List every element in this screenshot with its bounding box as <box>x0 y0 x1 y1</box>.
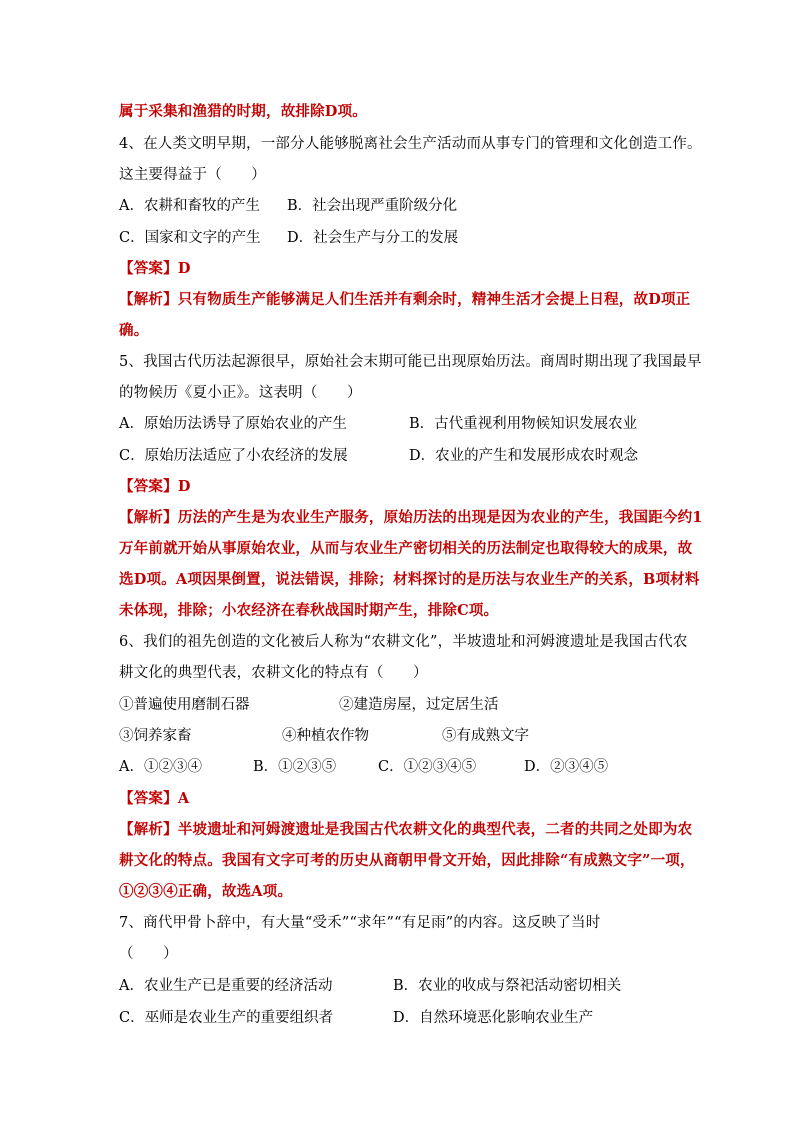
q6-analysis-line-3: ①②③④正确，故选A项。 <box>119 883 293 900</box>
q7-option-c: C．巫师是农业生产的重要组织者 <box>119 1010 334 1026</box>
q4-analysis-text-1: 只有物质生产能够满足人们生活并有剩余时，精神生活才会提上日程，故D项正 <box>177 291 691 308</box>
q5-answer <box>119 477 191 497</box>
q5-option-a: A．原始历法诱导了原始农业的产生 <box>119 416 347 432</box>
q6-item-4: ④种植农作物 <box>282 728 369 744</box>
q6-option-d: D．②③④⑤ <box>524 759 609 775</box>
q7-stem-line-1: 7、商代甲骨卜辞中，有大量“受禾”“求年”“有足雨”的内容。这反映了当时 <box>119 915 601 931</box>
q4-option-b: B．社会出现严重阶级分化 <box>287 198 458 214</box>
q4-stem-line-2: 这主要得益于（ ） <box>119 167 266 183</box>
q7-option-d: D．自然环境恶化影响农业生产 <box>393 1010 594 1026</box>
q4-stem-line-1: 4、在人类文明早期，一部分人能够脱离社会生产活动而从事专门的管理和文化创造工作。 <box>119 136 702 152</box>
q4-option-d: D．社会生产与分工的发展 <box>287 230 459 246</box>
previous-analysis-tail: 属于采集和渔猎的时期，故排除D项。 <box>119 103 367 120</box>
q6-analysis-label: 【解析】 <box>119 821 178 838</box>
q4-option-a: A．农耕和畜牧的产生 <box>119 198 260 214</box>
q6-item-3: ③饲养家畜 <box>119 728 192 744</box>
q6-stem-line-1: 6、我们的祖先创造的文化被后人称为“农耕文化”，半坡遗址和河姆渡遗址是我国古代农 <box>119 634 688 650</box>
q6-item-1: ①普遍使用磨制石器 <box>119 697 250 713</box>
q6-option-c: C．①②③④⑤ <box>378 759 477 775</box>
q4-analysis-line-2: 确。 <box>119 322 149 339</box>
q5-analysis-line-1 <box>119 508 703 528</box>
q6-analysis-line-2: 耕文化的特点。我国有文字可考的历史从商朝甲骨文开始，因此排除“有成熟文字”一项， <box>119 852 695 869</box>
q5-analysis-label: 【解析】 <box>119 509 178 526</box>
q6-answer-label: 【答案】 <box>119 790 178 807</box>
q5-option-b: B．古代重视利用物候知识发展农业 <box>409 416 638 432</box>
q4-analysis-line-1 <box>119 290 690 310</box>
q5-analysis-line-2: 万年前就开始从事原始农业，从而与农业生产密切相关的历法制定也取得较大的成果，故 <box>119 540 693 557</box>
q4-answer <box>119 259 191 279</box>
q5-stem-line-2: 的物候历《夏小正》。这表明（ ） <box>119 385 362 401</box>
q6-analysis-line-1 <box>119 820 692 840</box>
q4-answer-value: D <box>177 260 191 277</box>
q5-analysis-line-3: 选D项。A项因果倒置，说法错误，排除；材料探讨的是历法与农业生产的关系，B项材料 <box>119 571 700 588</box>
q6-item-5: ⑤有成熟文字 <box>442 728 529 744</box>
q5-analysis-text-1: 历法的产生是为农业生产服务，原始历法的出现是因为农业的产生，我国距今约1 <box>177 509 703 526</box>
q7-stem-line-2: （ ） <box>119 946 178 962</box>
q5-option-c: C．原始历法适应了小农经济的发展 <box>119 448 348 464</box>
q4-answer-label: 【答案】 <box>119 260 178 277</box>
q5-answer-label: 【答案】 <box>119 478 178 495</box>
q6-option-b: B．①②③⑤ <box>253 759 337 775</box>
q7-option-b: B．农业的收成与祭祀活动密切相关 <box>393 978 622 994</box>
q4-analysis-label: 【解析】 <box>119 291 178 308</box>
q6-answer-value: A <box>177 790 190 807</box>
q5-stem-line-1: 5、我国古代历法起源很早，原始社会末期可能已出现原始历法。商周时期出现了我国最早 <box>119 354 702 370</box>
q6-analysis-text-1: 半坡遗址和河姆渡遗址是我国古代农耕文化的典型代表，二者的共同之处即为农 <box>177 821 693 838</box>
q4-option-c: C．国家和文字的产生 <box>119 230 261 246</box>
q6-option-a: A．①②③④ <box>119 759 202 775</box>
q6-item-2: ②建造房屋，过定居生活 <box>339 697 499 713</box>
q6-stem-line-2: 耕文化的典型代表，农耕文化的特点有（ ） <box>119 665 428 681</box>
q7-option-a: A．农业生产已是重要的经济活动 <box>119 978 333 994</box>
q5-answer-value: D <box>177 478 191 495</box>
q5-option-d: D．农业的产生和发展形成农时观念 <box>409 448 639 464</box>
q6-answer <box>119 789 189 809</box>
q5-analysis-line-4: 未体现，排除；小农经济在春秋战国时期产生，排除C项。 <box>119 602 499 619</box>
